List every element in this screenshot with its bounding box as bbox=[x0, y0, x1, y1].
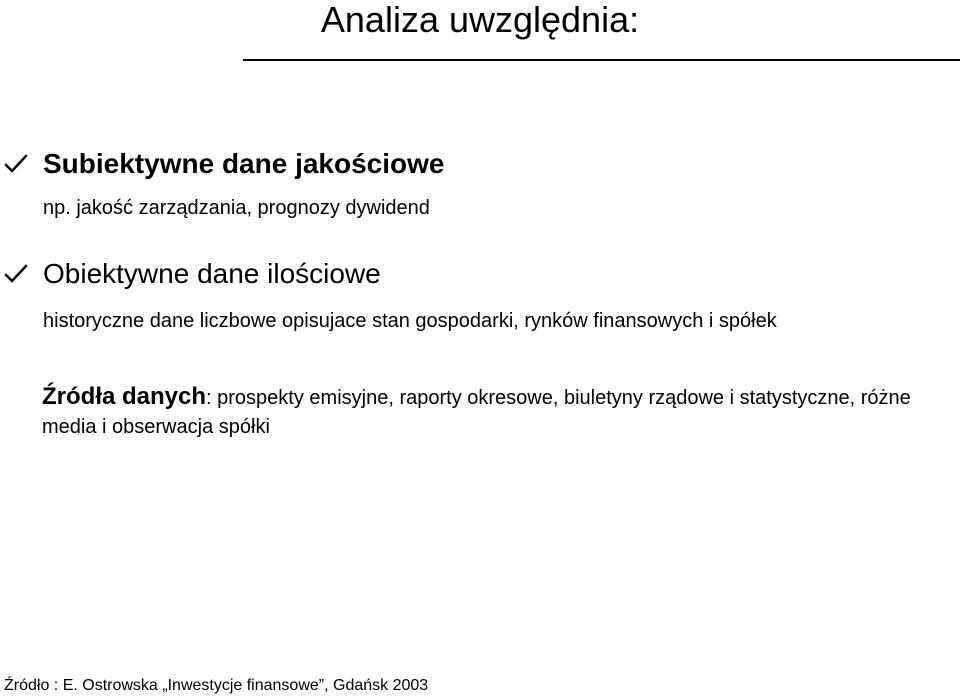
bullet-detail-qualitative: np. jakość zarządzania, prognozy dywidend bbox=[43, 197, 430, 219]
checkmark-icon bbox=[4, 152, 28, 176]
data-sources-separator: : bbox=[206, 387, 212, 409]
slide-title: Analiza uwzględnia: bbox=[320, 0, 640, 40]
source-citation: Źródło : E. Ostrowska „Inwestycje finansowe”, Gdańsk 2003 bbox=[4, 677, 429, 694]
bullet-heading-quantitative: Obiektywne dane ilościowe bbox=[43, 258, 381, 289]
checkmark-icon bbox=[4, 262, 28, 286]
bullet-detail-quantitative: historyczne dane liczbowe opisujace stan gospodarki, rynków finansowych i spółek bbox=[43, 310, 777, 332]
data-sources-label: Źródła danych bbox=[42, 383, 207, 410]
data-sources-text: prospekty emisyjne, raporty okresowe, biuletyny rządowe i statystyczne, różne media i obserwacja spółki bbox=[42, 387, 911, 438]
data-sources-paragraph bbox=[42, 382, 942, 442]
title-underline bbox=[243, 59, 960, 61]
bullet-heading-qualitative: Subiektywne dane jakościowe bbox=[43, 148, 445, 179]
